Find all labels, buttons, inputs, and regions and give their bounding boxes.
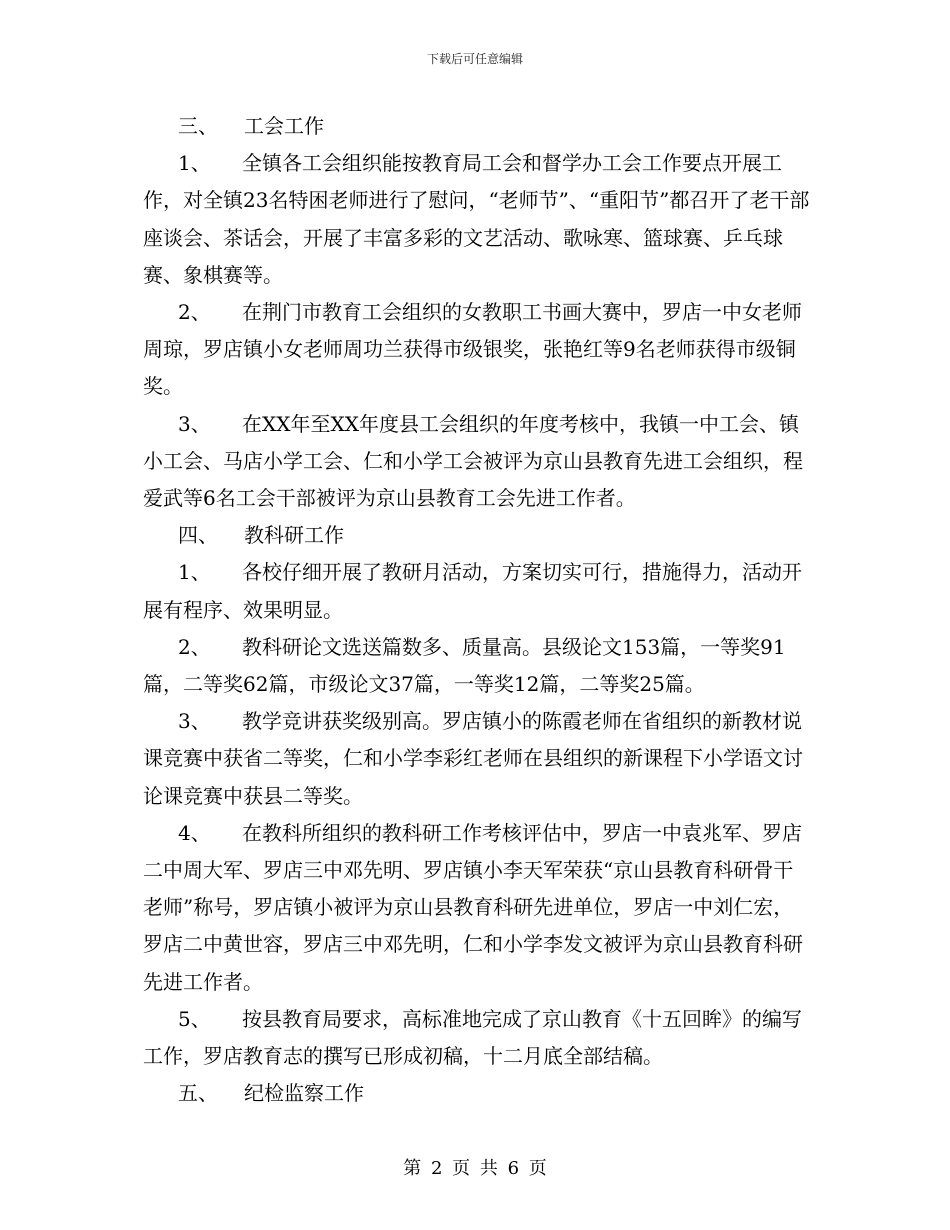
list-item	[143, 629, 813, 703]
item-number: 3、	[178, 411, 211, 436]
item-text: 按县教育局要求，高标准地完成了京山教育《十五回眸》的编写工作，罗店教育志的撰写已形成初稿，十二月底全部结稿。	[143, 1006, 802, 1069]
item-number: 1、	[178, 560, 211, 585]
list-item	[143, 406, 813, 518]
item-text: 教科研论文选送篇数多、质量高。县级论文153篇，一等奖91篇，二等奖62篇，市级论文37篇，一等奖12篇，二等奖25篇。	[143, 634, 786, 697]
item-text: 在荆门市教育工会组织的女教职工书画大赛中，罗店一中女老师周琼，罗店镇小女老师周功兰获得市级银奖，张艳红等9名老师获得市级铜奖。	[143, 300, 802, 399]
section-title: 工会工作	[244, 114, 324, 138]
section-title: 教科研工作	[244, 523, 344, 548]
section-number: 四、	[178, 523, 218, 548]
item-number: 5、	[178, 1006, 211, 1031]
item-text: 各校仔细开展了教研月活动，方案切实可行，措施得力，活动开展有程序、效果明显。	[143, 560, 802, 622]
document-body	[143, 108, 813, 1112]
item-number: 4、	[178, 820, 211, 845]
page-footer: 第 2 页 共 6 页	[403, 1158, 547, 1179]
list-item	[143, 145, 813, 294]
page-header: 下载后可任意编辑	[426, 52, 523, 66]
item-text: 在教科所组织的教科研工作考核评估中，罗店一中袁兆军、罗店二中周大军、罗店三中邓先明、罗店镇小李天军荣获“京山县教育科研骨干老师”称号，罗店镇小被评为京山县教育科研先进单位，罗店一中刘仁宏，罗店二中黄世容，罗店三中邓先明，仁和小学李发文被评为京山县教育科研先进工作者。	[143, 820, 803, 994]
section-heading	[143, 108, 813, 145]
item-text: 全镇各工会组织能按教育局工会和督学办工会工作要点开展工作，对全镇23名特困老师进行了慰问，“老师节”、“重阳节”都召开了老干部座谈会、茶话会，开展了丰富多彩的文艺活动、歌咏寒、篮球赛、乒乓球赛、象棋赛等。	[143, 151, 810, 287]
item-text: 在XX年至XX年度县工会组织的年度考核中，我镇一中工会、镇小工会、马店小学工会、仁和小学工会被评为京山县教育先进工会组织，程爱武等6名工会干部被评为京山县教育工会先进工作者。	[143, 411, 803, 511]
item-number: 3、	[178, 709, 211, 734]
section-heading	[143, 517, 813, 554]
list-item	[143, 294, 813, 406]
section-number: 三、	[178, 114, 218, 138]
list-item	[143, 703, 813, 815]
list-item	[143, 815, 813, 1001]
item-number: 2、	[178, 300, 211, 325]
item-text: 教学竞讲获奖级别高。罗店镇小的陈霞老师在省组织的新教材说课竞赛中获省二等奖，仁和小学李彩红老师在县组织的新课程下小学语文讨论课竞赛中获县二等奖。	[143, 709, 803, 808]
section-heading	[143, 1075, 813, 1112]
list-item	[143, 1001, 813, 1075]
section-title: 纪检监察工作	[244, 1081, 364, 1106]
item-number: 1、	[178, 151, 211, 176]
item-number: 2、	[178, 634, 211, 659]
section-number: 五、	[178, 1081, 218, 1106]
list-item	[143, 554, 813, 628]
